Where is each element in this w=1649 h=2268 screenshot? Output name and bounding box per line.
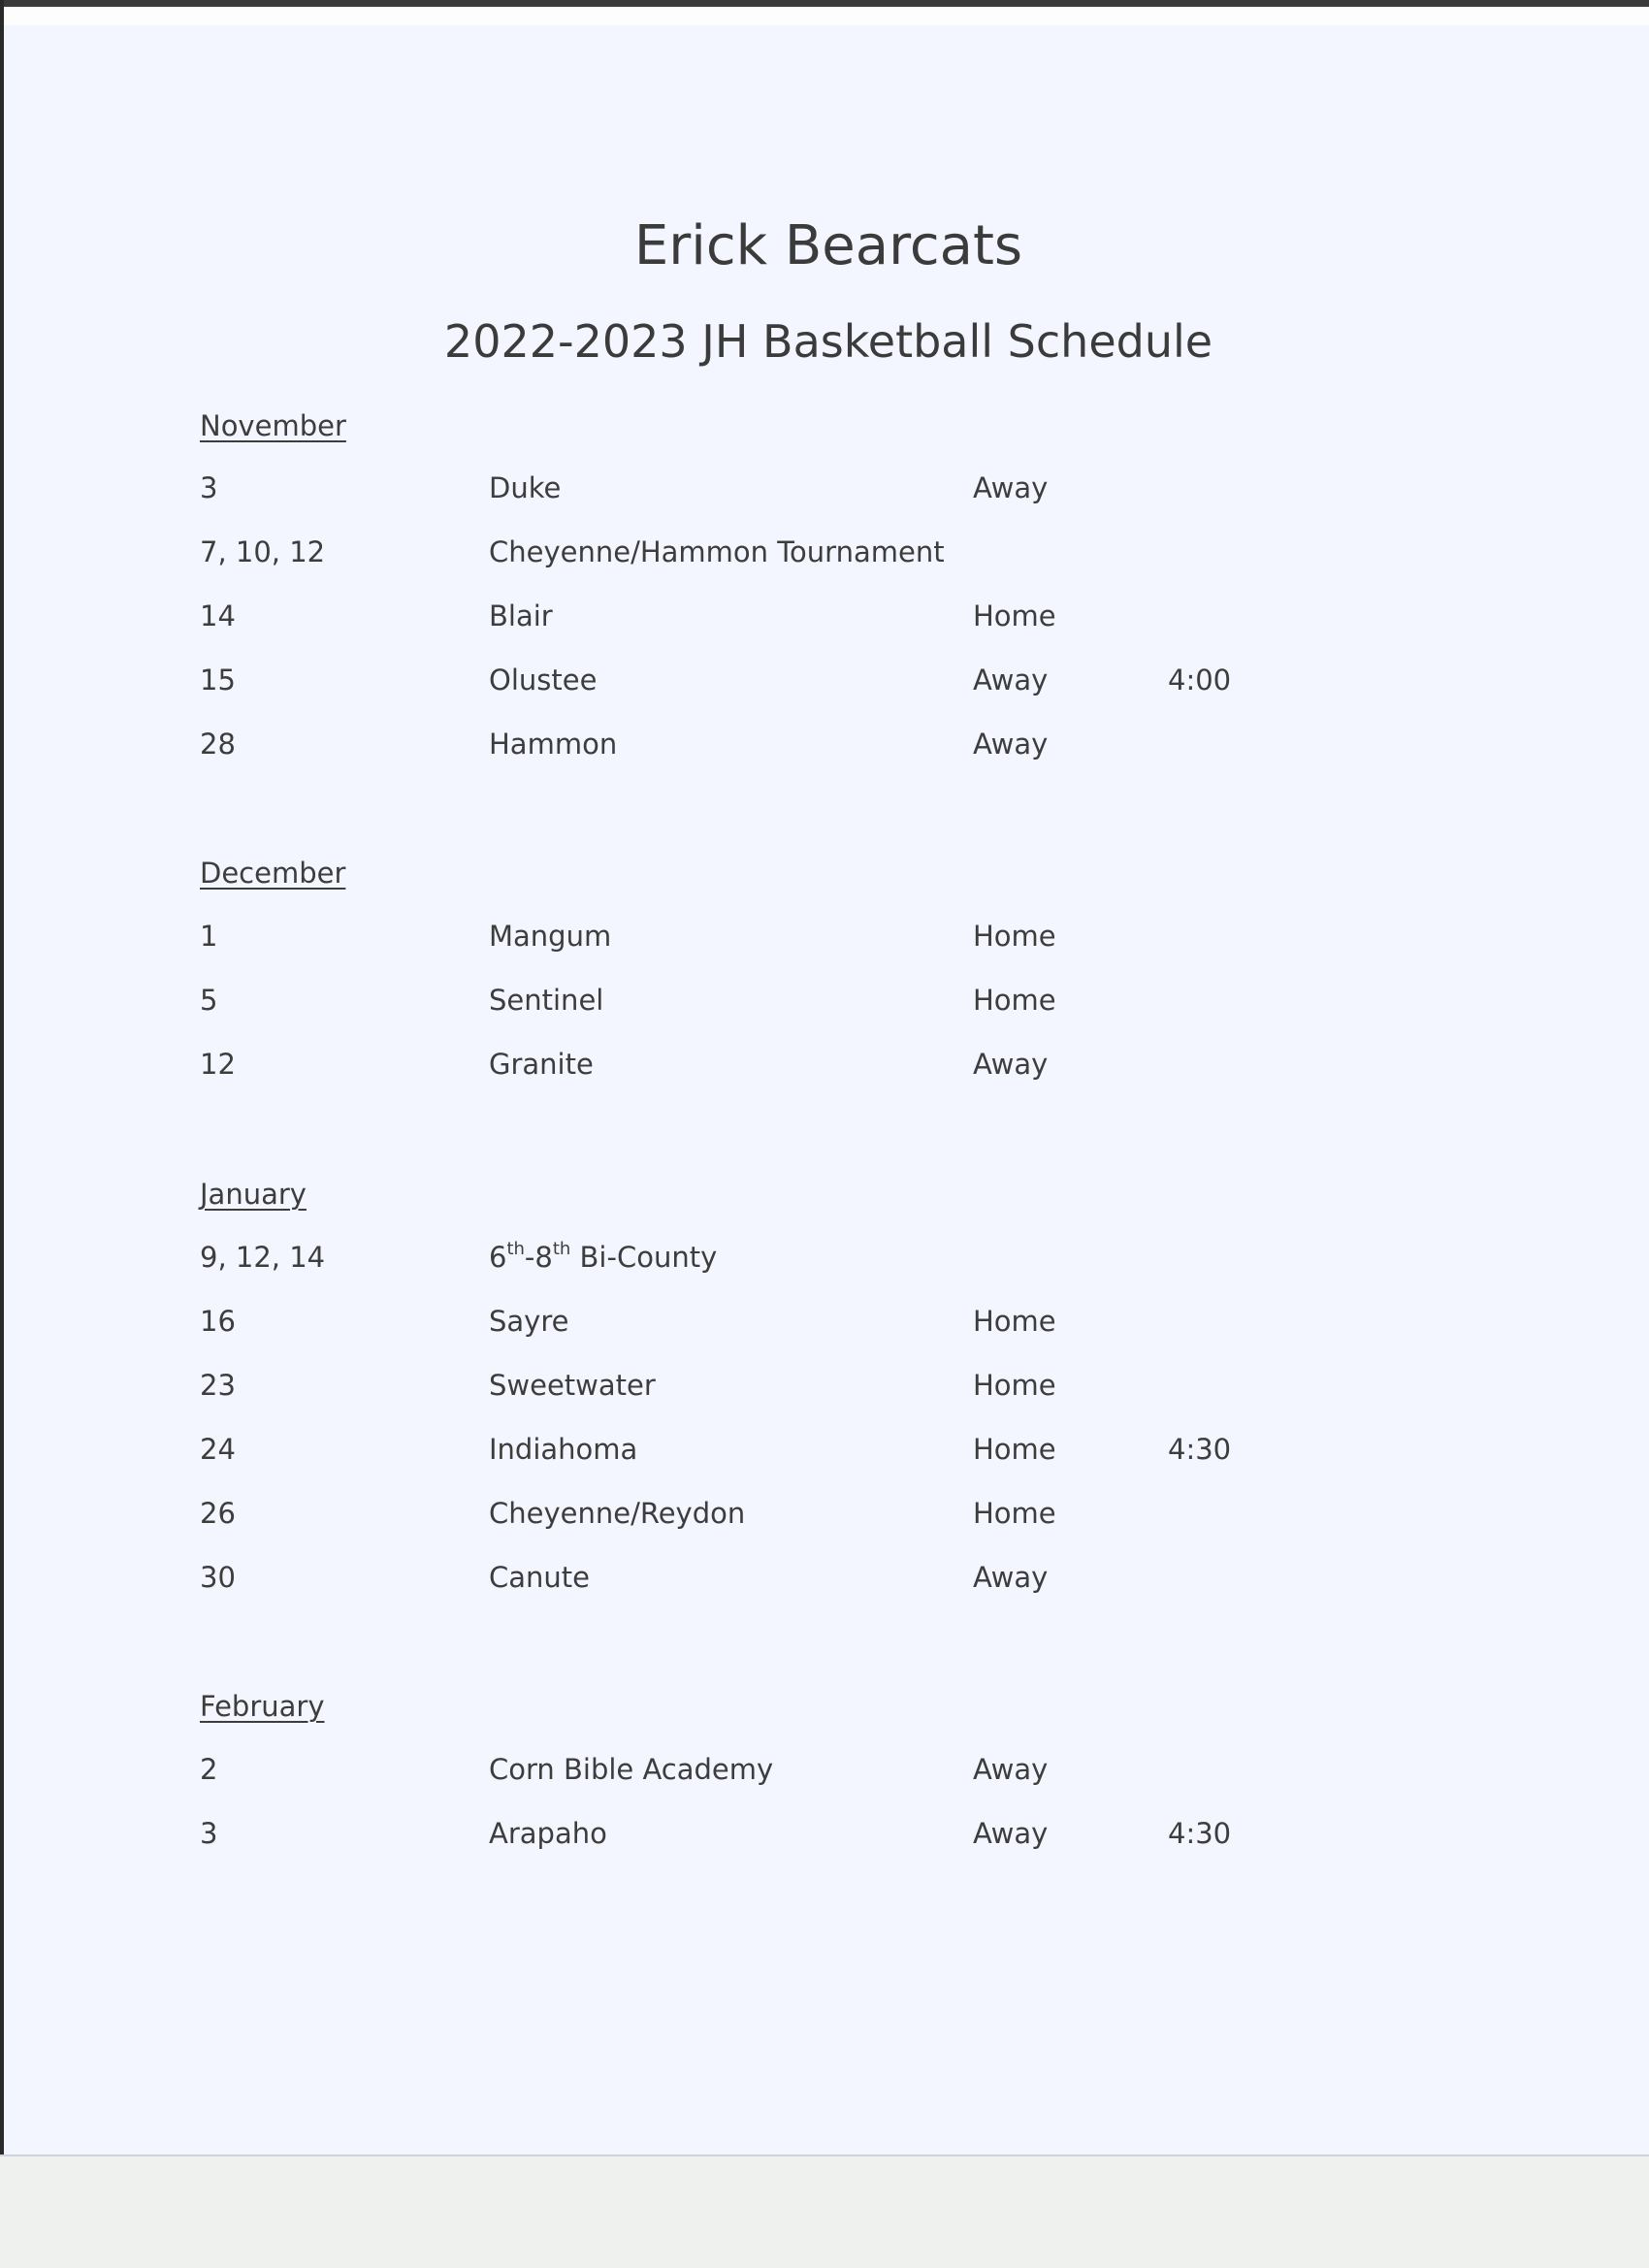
game-location: Away (973, 1561, 1049, 1594)
game-date: 5 (200, 984, 218, 1017)
schedule-row (0, 1366, 1649, 1405)
event-name: Bi-County (570, 1241, 718, 1274)
page-title: Erick Bearcats (633, 214, 1023, 277)
scan-top-edge (0, 0, 1649, 25)
game-time: 4:00 (1168, 664, 1232, 697)
game-opponent: Cheyenne/Hammon Tournament (489, 535, 945, 568)
grade-start: 6 (489, 1241, 507, 1274)
game-date: 1 (200, 920, 218, 953)
schedule-row (0, 1814, 1649, 1853)
game-date: 2 (200, 1753, 218, 1786)
game-opponent: Indiahoma (489, 1433, 638, 1466)
game-location: Away (973, 1048, 1049, 1081)
game-opponent: Hammon (489, 728, 618, 761)
game-location: Home (973, 1497, 1056, 1530)
game-time: 4:30 (1168, 1433, 1232, 1466)
game-date: 14 (200, 599, 236, 632)
game-opponent: Sweetwater (489, 1369, 656, 1402)
schedule-row (0, 1494, 1649, 1533)
schedule-row-bicounty (0, 1238, 1649, 1277)
month-heading-february: February (200, 1690, 325, 1723)
schedule-row (0, 533, 1649, 571)
schedule-row (0, 725, 1649, 763)
scan-bottom-strip (0, 2155, 1649, 2268)
game-opponent (489, 1238, 717, 1277)
schedule-row (0, 469, 1649, 507)
game-time: 4:30 (1168, 1817, 1232, 1850)
game-opponent: Mangum (489, 920, 612, 953)
game-date: 26 (200, 1497, 236, 1530)
schedule-row (0, 1302, 1649, 1341)
game-opponent: Cheyenne/Reydon (489, 1497, 746, 1530)
game-date: 28 (200, 728, 236, 761)
schedule-row (0, 981, 1649, 1020)
schedule-row (0, 1558, 1649, 1597)
grade-end-suffix: th (552, 1239, 571, 1260)
game-location: Home (973, 920, 1056, 953)
schedule-row (0, 1750, 1649, 1789)
game-date: 16 (200, 1305, 236, 1338)
game-date: 9, 12, 14 (200, 1241, 326, 1274)
page-subtitle: 2022-2023 JH Basketball Schedule (443, 315, 1213, 368)
schedule-row (0, 597, 1649, 635)
game-opponent: Arapaho (489, 1817, 607, 1850)
game-location: Home (973, 1305, 1056, 1338)
game-opponent: Canute (489, 1561, 590, 1594)
game-date: 23 (200, 1369, 236, 1402)
game-opponent: Sentinel (489, 984, 604, 1017)
game-opponent: Granite (489, 1048, 594, 1081)
game-date: 30 (200, 1561, 236, 1594)
grade-end: 8 (534, 1241, 553, 1274)
schedule-row (0, 661, 1649, 699)
game-location: Away (973, 471, 1049, 504)
grade-dash: - (524, 1241, 535, 1274)
month-heading-november: November (200, 409, 346, 442)
game-location: Away (973, 664, 1049, 697)
game-location: Home (973, 984, 1056, 1017)
game-location: Home (973, 1433, 1056, 1466)
game-opponent: Sayre (489, 1305, 569, 1338)
game-date: 3 (200, 471, 218, 504)
game-date: 7, 10, 12 (200, 535, 326, 568)
game-location: Home (973, 1369, 1056, 1402)
game-date: 24 (200, 1433, 236, 1466)
game-location: Away (973, 1753, 1049, 1786)
game-date: 3 (200, 1817, 218, 1850)
schedule-row (0, 1430, 1649, 1469)
schedule-row (0, 1045, 1649, 1084)
game-date: 15 (200, 664, 236, 697)
month-heading-december: December (200, 857, 346, 890)
game-opponent: Blair (489, 599, 553, 632)
game-location: Away (973, 728, 1049, 761)
game-location: Away (973, 1817, 1049, 1850)
game-opponent: Olustee (489, 664, 598, 697)
game-opponent: Duke (489, 471, 562, 504)
game-opponent: Corn Bible Academy (489, 1753, 774, 1786)
game-location: Home (973, 599, 1056, 632)
grade-start-suffix: th (506, 1239, 525, 1260)
game-date: 12 (200, 1048, 236, 1081)
schedule-row (0, 917, 1649, 956)
month-heading-january: January (200, 1178, 307, 1211)
